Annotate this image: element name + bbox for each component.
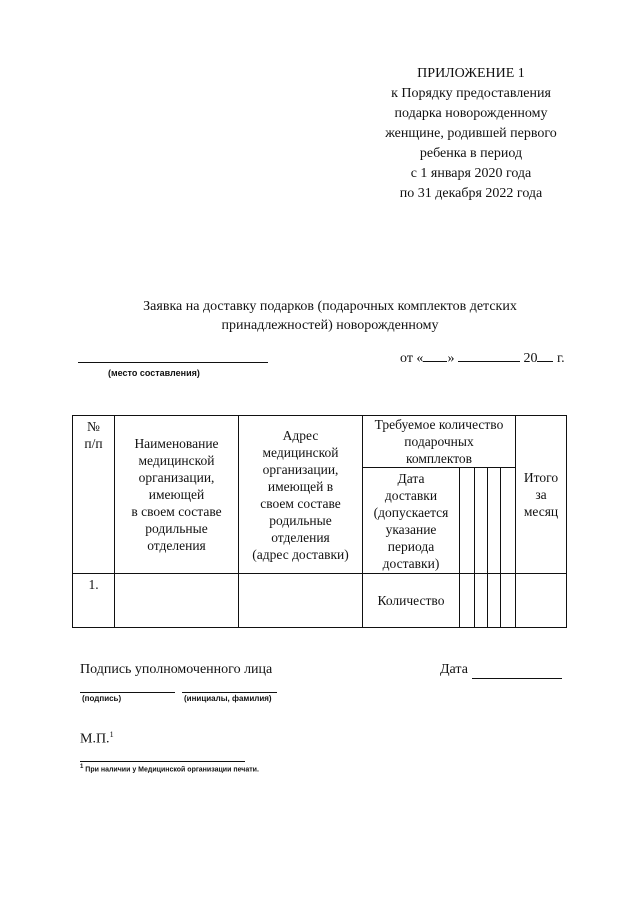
date-mid: » — [447, 351, 455, 366]
request-table — [72, 415, 567, 628]
date-cell[interactable] — [460, 468, 475, 574]
footnote-number: 1 — [80, 764, 84, 770]
request-title-line: Заявка на доставку подарков (подарочных комплектов детских — [143, 299, 517, 314]
request-title — [60, 297, 600, 335]
place-caption: (место составления) — [108, 368, 200, 378]
date-cell[interactable] — [475, 468, 488, 574]
footnote-divider — [80, 761, 245, 762]
header-required-quantity: Требуемое количество подарочных комплектов — [363, 416, 516, 468]
appendix-line: ребенка в период — [419, 146, 523, 161]
footnote-text: При наличии у Медицинской организации печати. — [85, 766, 259, 774]
quantity-label: Количество — [363, 574, 460, 628]
header-delivery-date: Дата доставки (допускается указание периода доставки) — [363, 468, 460, 574]
row-number: 1. — [73, 574, 115, 628]
org-cell[interactable] — [115, 574, 239, 628]
quantity-cell[interactable] — [501, 574, 516, 628]
name-line[interactable] — [182, 692, 277, 693]
header-organization: Наименование медицинской организации, имеющей в своем составе родильные отделения — [115, 416, 239, 574]
date-prefix: от « — [400, 351, 424, 366]
appendix-header — [340, 64, 602, 204]
header-address: Адрес медицинской организации, имеющей в своем составе родильные отделения (адрес доставки) — [239, 416, 363, 574]
date-field — [400, 347, 565, 367]
date-cell[interactable] — [501, 468, 516, 574]
place-field-line[interactable] — [78, 362, 268, 363]
header-num: № п/п — [73, 416, 115, 574]
signature-line[interactable] — [80, 692, 175, 693]
date-day-blank[interactable] — [423, 347, 447, 362]
footnote — [80, 764, 259, 773]
quantity-cell[interactable] — [488, 574, 501, 628]
date-cell[interactable] — [488, 468, 501, 574]
quantity-cell[interactable] — [460, 574, 475, 628]
appendix-line: подарка новорожденному — [394, 106, 548, 121]
signature-date-line[interactable] — [472, 678, 562, 679]
date-year: 20 — [523, 351, 538, 366]
signature-label: Подпись уполномоченного лица — [80, 662, 273, 677]
appendix-line: женщине, родившей первого — [385, 126, 557, 141]
address-cell[interactable] — [239, 574, 363, 628]
quantity-cell[interactable] — [475, 574, 488, 628]
signature-date-label: Дата — [440, 662, 468, 677]
date-suffix: г. — [556, 351, 565, 366]
signature-caption: (подпись) — [82, 694, 122, 703]
appendix-line: по 31 декабря 2022 года — [399, 186, 543, 201]
stamp-label: М.П.$^1$ — [80, 730, 114, 747]
request-title-line: принадлежностей) новорожденному — [221, 318, 439, 333]
appendix-line: к Порядку предоставления — [391, 86, 551, 101]
date-month-blank[interactable] — [458, 347, 520, 362]
name-caption: (инициалы, фамилия) — [184, 694, 272, 703]
date-year-blank[interactable] — [537, 347, 553, 362]
footnote-mark: 1 — [109, 730, 114, 739]
appendix-line: с 1 января 2020 года — [410, 166, 532, 181]
appendix-line: ПРИЛОЖЕНИЕ 1 — [417, 66, 525, 81]
header-total: Итого за месяц — [516, 416, 567, 574]
total-cell[interactable] — [516, 574, 567, 628]
